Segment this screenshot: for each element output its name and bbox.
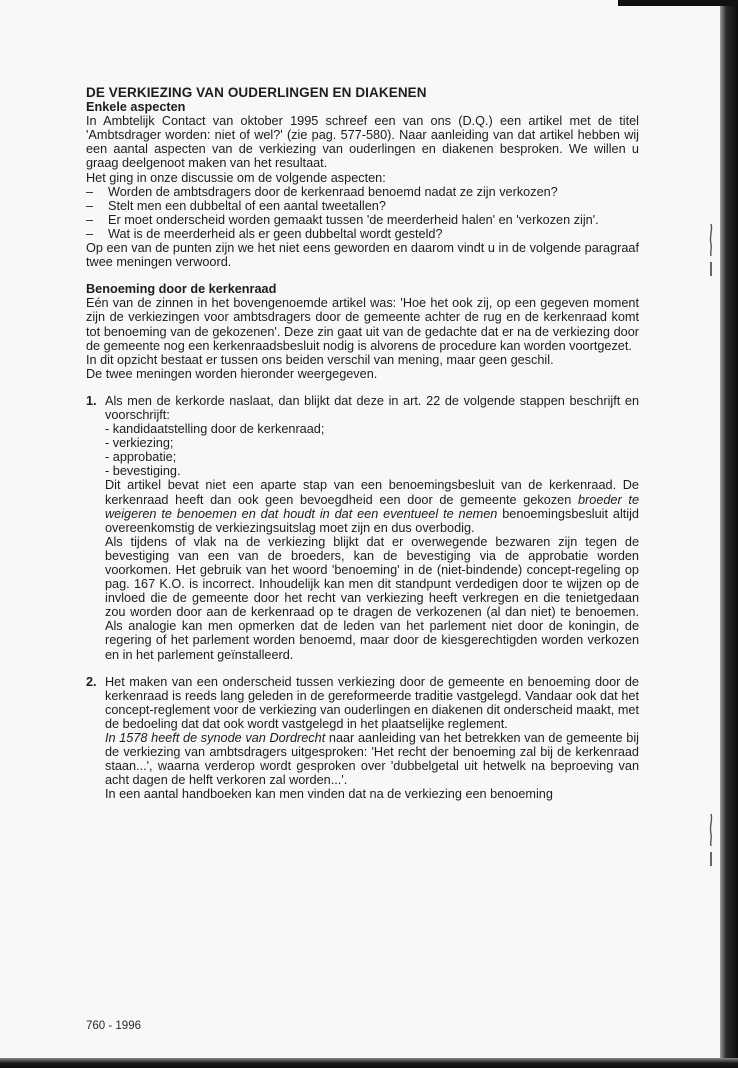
opinion-2-number: 2. — [86, 674, 97, 689]
article-body — [86, 86, 639, 802]
benoeming-paragraph-3: De twee meningen worden hieronder weergegeven. — [86, 366, 378, 381]
kerkorde-steps-list — [105, 422, 639, 478]
aspect-item: – Worden de ambtsdragers door de kerkenraad benoemd nadat ze zijn verkozen? — [86, 185, 639, 199]
opinion-2-text-italic: In 1578 heeft de synode van Dordrecht — [105, 731, 326, 746]
opinion-1-number: 1. — [86, 393, 97, 408]
binding-mark-icon — [706, 222, 716, 282]
step-item: - approbatie; — [105, 450, 639, 464]
scan-edge-bottom — [0, 1058, 738, 1068]
section-heading-aspecten: Enkele aspecten — [86, 100, 186, 115]
intro-paragraph: In Ambtelijk Contact van oktober 1995 schreef een van ons (D.Q.) een artikel met de titel 'Ambtsdrager worden: niet of wel?' (zie pag. 577-580). Naar aanleiding van dat artikel hebben wij een aantal aspecten van de verkiezing van ouderlingen en diakenen besproken. We willen u graag deelgenoot maken van het resultaat. — [86, 114, 639, 171]
binding-mark-icon — [706, 812, 716, 872]
opinion-2-text-b: . Vandaar ook dat het concept-reglement voor de verkiezing van ouderlingen en diakenen dit onderscheid maakt, met de bedoeling dat dat ook wordt vastgelegd in het plaatselijke reglement. — [105, 688, 639, 731]
aspect-item: – Stelt men een dubbeltal of een aantal tweetallen? — [86, 199, 639, 213]
opinion-1-paragraph-1 — [105, 478, 639, 534]
aspect-item: – Er moet onderscheid worden gemaakt tussen 'de meerderheid halen' en 'verkozen zijn'. — [86, 213, 639, 227]
step-item: - bevestiging. — [105, 464, 639, 478]
opinion-1-paragraph-2: Als tijdens of vlak na de verkiezing blijkt dat er overwegende bezwaren zijn tegen de bevestiging van een van de broeders, kan de bevestiging via de approbatie worden voorkomen. Het gebruik van het woord 'benoeming' in de (niet-bindende) concept-regeling op pag. 167 K.O. is incorrect. Inhoudelijk kan men dit standpunt verdedigen door te wijzen op de invloed die de gemeente door het recht van verkiezing heeft verkregen en die tenietgedaan zou worden door aan de kerkenraad op te dragen de verkozenen (al dan niet) te benoemen. Als analogie kan men opmerken dat de leden van het parlement niet door de koningin, de regering of het parlement worden benoemd, maar door de kiesgerechtigden worden verkozen en in het parlement geïnstalleerd. — [105, 534, 639, 662]
opinion-1-text-italic: broeder te weigeren te benoemen en dat houdt in dat een eventueel te nemen — [105, 492, 639, 521]
opinion-2-paragraph-2 — [105, 731, 639, 787]
aspects-list — [86, 185, 639, 241]
step-item: - verkiezing; — [105, 436, 639, 450]
opinion-2-paragraph-1 — [105, 675, 639, 731]
opinion-2-text-b2: naar aanleiding van het betrekken van de gemeente bij de verkiezing van ambtsdragers uitgesproken: 'Het recht der benoeming zal bij de kerkenraad staan...', waarna verderop wordt gesproken over 'dubbelgetal uit hetwelk na beproeving van acht dagen de helft verkoren zal worden...'. — [105, 731, 639, 788]
opinion-1 — [86, 394, 639, 662]
step-item: - kandidaatstelling door de kerkenraad; — [105, 422, 639, 436]
section-heading-benoeming: Benoeming door de kerkenraad — [86, 282, 277, 297]
opinion-2-paragraph-3: In een aantal handboeken kan men vinden dat na de verkiezing een benoeming — [105, 787, 553, 802]
article-title: DE VERKIEZING VAN OUDERLINGEN EN DIAKENEN — [86, 85, 427, 100]
scan-edge-right — [720, 0, 738, 1068]
opinion-1-intro: Als men de kerkorde naslaat, dan blijkt dat deze in art. 22 de volgende stappen beschrijft en voorschrijft: — [105, 393, 639, 422]
page-number: 760 - 1996 — [86, 1020, 141, 1032]
scan-edge-top — [618, 0, 738, 6]
benoeming-paragraph-2: In dit opzicht bestaat er tussen ons beiden verschil van mening, maar geen geschil. — [86, 352, 554, 367]
aspects-closing: Op een van de punten zijn we het niet eens geworden en daarom vindt u in de volgende paragraaf twee meningen verwoord. — [86, 241, 639, 270]
opinion-2 — [86, 675, 639, 802]
opinion-1-text-a: Dit artikel bevat niet een aparte stap van een benoemingsbesluit van de kerkenraad. De kerkenraad heeft dan ook geen bevoegdheid een door de gemeente gekozen — [105, 478, 639, 507]
aspect-item: – Wat is de meerderheid als er geen dubbeltal wordt gesteld? — [86, 227, 639, 241]
opinion-1-text-c: benoemingsbesluit altijd overeenkomstig de verkiezingsuitslag moet zijn en dus overbodig. — [105, 506, 639, 535]
aspects-lead: Het ging in onze discussie om de volgende aspecten: — [86, 170, 386, 185]
opinion-2-text-a: Het maken van een onderscheid tussen verkiezing door de gemeente en benoeming door de kerkenraad is reeds lang geleden in de gereformeerde traditie vastgelegd — [105, 674, 639, 703]
benoeming-paragraph: Eén van de zinnen in het bovengenoemde artikel was: 'Hoe het ook zij, op een gegeven moment zijn de verkiezingen voor ambtsdragers door de gemeente achter de rug en de kerkenraad komt tot benoeming van de gekozenen'. Deze zin gaat uit van de gedachte dat er na de verkiezing door de gemeente nog een kerkenraadsbesluit nodig is alvorens de procedure kan worden voortgezet. — [86, 296, 639, 353]
